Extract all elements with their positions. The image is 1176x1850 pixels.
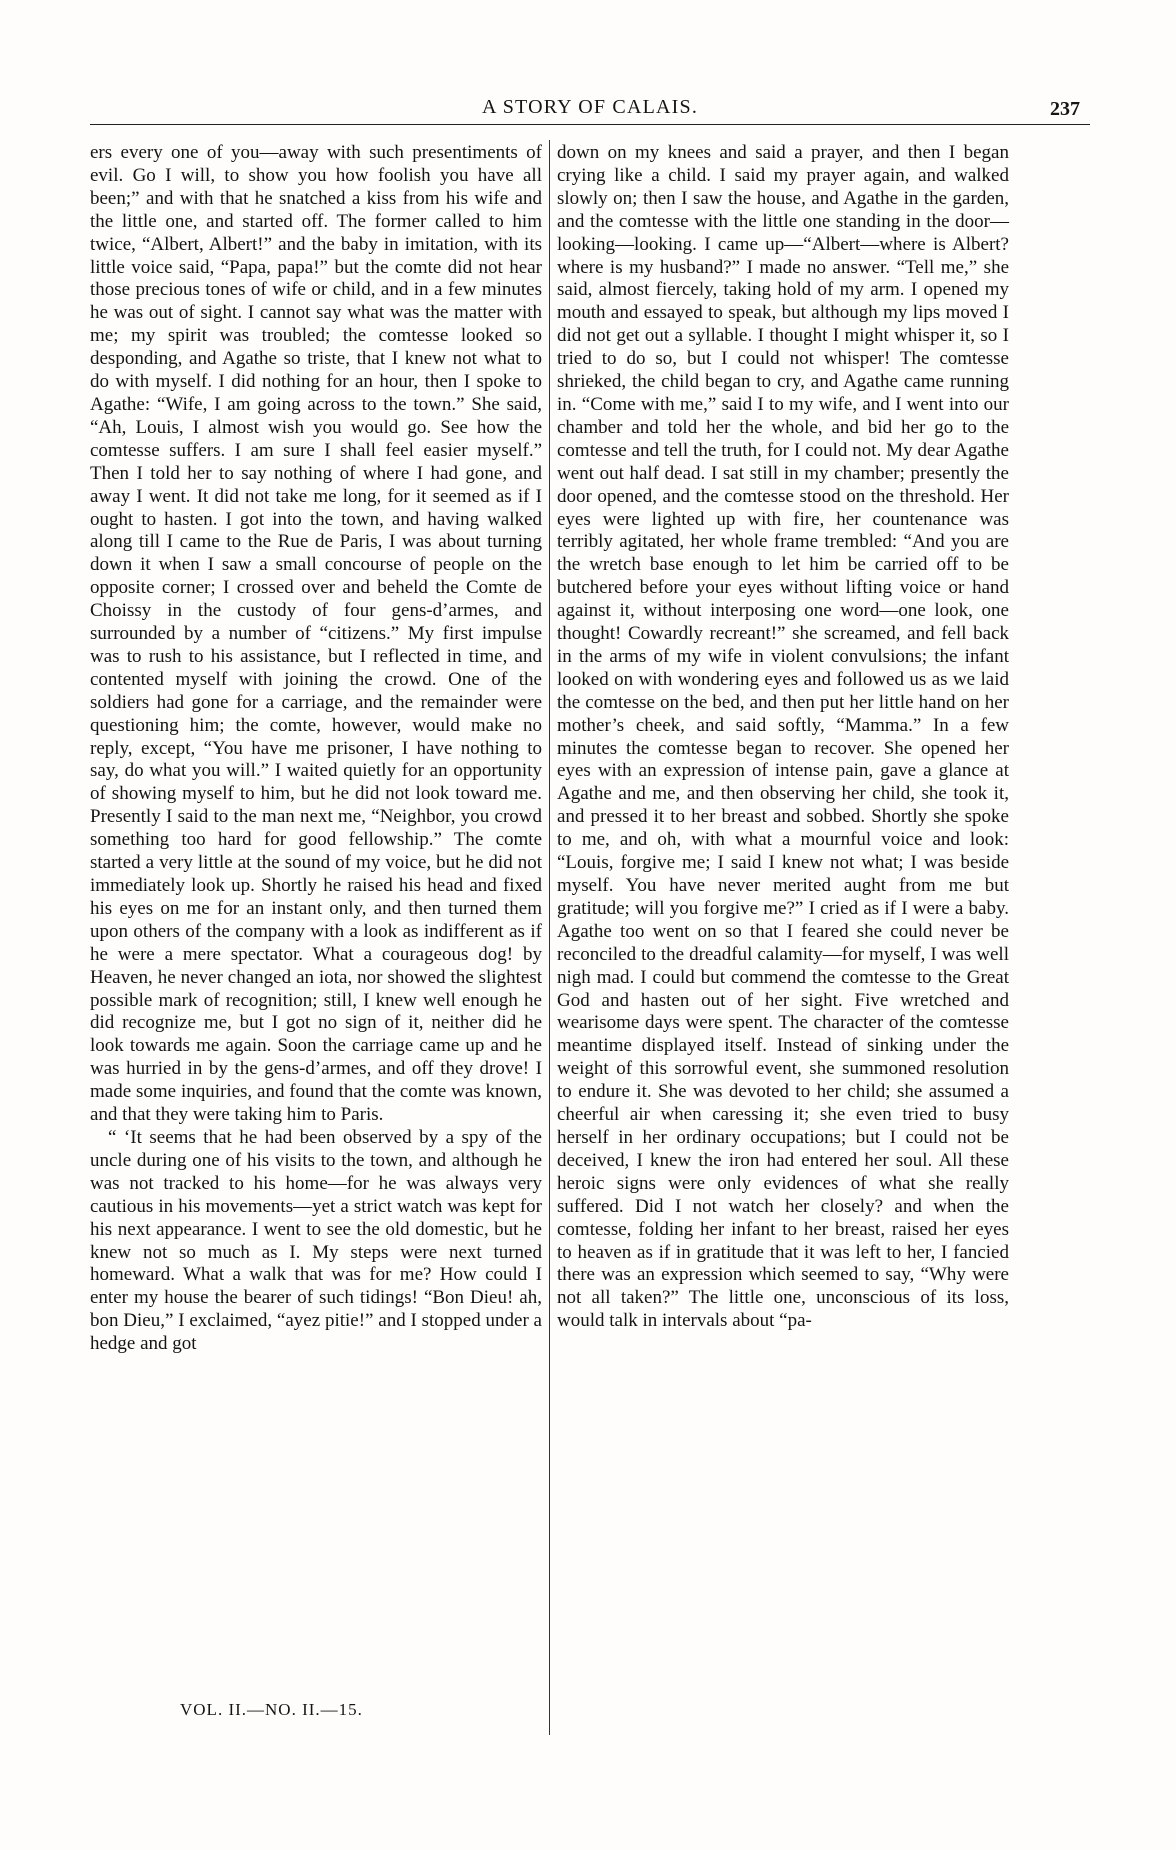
right-column: [557, 142, 1009, 1333]
right-paragraph-1: down on my knees and said a prayer, and then I began crying like a child. I said my prayer again, and walked slowly on; then I saw the house, and Agathe in the garden, and the comtesse with the little one standing in the door—looking—looking. I came up—“Albert—where is Albert? where is my husband?” I made no answer. “Tell me,” she said, almost fiercely, taking hold of my arm. I opened my mouth and essayed to speak, but although my lips moved I did not get out a syllable. I thought I might whisper it, so I tried to do so, but I could not whisper! The comtesse shrieked, the child began to cry, and Agathe came running in. “Come with me,” said I to my wife, and I went into our chamber and told her the whole, and bid her go to the comtesse and tell the truth, for I could not. My dear Agathe went out half dead. I sat still in my chamber; presently the door opened, and the comtesse stood on the threshold. Her eyes were lighted up with fire, her countenance was terribly agitated, her whole frame trembled: “And you are the wretch base enough to let him be carried off to be butchered before your eyes without lifting voice or hand against it, without interposing one word—one look, one thought! Cowardly recreant!” she screamed, and fell back in the arms of my wife in violent convulsions; the infant looked on with wondering eyes and followed us as we laid the comtesse on the bed, and then put her little hand on her mother’s cheek, and said softly, “Mamma.” In a few minutes the comtesse began to recover. She opened her eyes with an expression of intense pain, gave a glance at Agathe and me, and then observing her child, she took it, and pressed it to her breast and sobbed. Shortly she spoke to me, and oh, with what a mournful voice and look: “Louis, forgive me; I said I knew not what; I was beside myself. You have never merited aught from me but gratitude; will you forgive me?” I cried as if I were a baby. Agathe too went on so that I feared she could never be reconciled to the dreadful calamity—for myself, I was well nigh mad. I could but commend the comtesse to the Great God and hasten out of her sight. Five wretched and wearisome days were spent. The character of the comtesse meantime displayed itself. Instead of sinking under the weight of this sorrowful event, she summoned resolution to endure it. She was devoted to her child; she assumed a cheerful air when caressing it; she even tried to busy herself in her ordinary occupations; but I could not be deceived, I knew the iron had entered her soul. All these heroic signs were only evidences of what she really suffered. Did I not watch her closely? and when the comtesse, folding her infant to her breast, raised her eyes to heaven as if in gratitude that it was left to her, I fancied there was an expression which seemed to say, “Why were not all taken?” The little one, unconscious of its loss, would talk in intervals about “pa-: [557, 142, 1009, 1332]
running-title: A STORY OF CALAIS.: [481, 96, 699, 118]
header-rule: [90, 124, 1090, 125]
page-number: 237: [1050, 98, 1080, 120]
left-paragraph-2: “ ‘It seems that he had been observed by a spy of the uncle during one of his visits to the town, and although he was not tracked to his home—for he was always very cautious in his movements—yet a strict watch was kept for his next appearance. I went to see the old domestic, but he knew not so much as I. My steps were next turned homeward. What a walk that was for me? How could I enter my house the bearer of such tidings! “Bon Dieu! ah, bon Dieu,” I exclaimed, “ayez pitie!” and I stopped under a hedge and got: [90, 1126, 542, 1355]
running-header: [90, 96, 1090, 126]
left-paragraph-1: ers every one of you—away with such presentiments of evil. Go I will, to show you how foolish you have all been;” and with that he snatched a kiss from his wife and the little one, and started off. The former called to him twice, “Albert, Albert!” and the baby in imitation, with its little voice said, “Papa, papa!” but the comte did not hear those precious tones of wife or child, and in a few minutes he was out of sight. I cannot say what was the matter with me; my spirit was troubled; the comtesse looked so desponding, and Agathe so triste, that I knew not what to do with myself. I did nothing for an hour, then I spoke to Agathe: “Wife, I am going across to the town.” She said, “Ah, Louis, I almost wish you would go. See how the comtesse suffers. I am sure I shall feel easier myself.” Then I told her to say nothing of where I had gone, and away I went. It did not take me long, for it seemed as if I ought to hasten. I got into the town, and having walked along till I came to the Rue de Paris, I was about turning down it when I saw a small concourse of people on the opposite corner; I crossed over and beheld the Comte de Choissy in the custody of four gens-d’armes, and surrounded by a number of “citizens.” My first impulse was to rush to his assistance, but I reflected in time, and contented myself with joining the crowd. One of the soldiers had gone for a carriage, and the remainder were questioning him; the comte, however, would make no reply, except, “You have me prisoner, I have nothing to say, do what you will.” I waited quietly for an opportunity of showing myself to him, but he did not look toward me. Presently I said to the man next me, “Neighbor, you crowd something too hard for good fellowship.” The comte started a very little at the sound of my voice, but he did not immediately look up. Shortly he raised his head and fixed his eyes on me for an instant only, and then turned them upon others of the company with a look as indifferent as if he were a mere spectator. What a courageous dog! by Heaven, he never changed an iota, nor showed the slightest possible mark of recognition; still, I knew well enough he did recognize me, but I got no sign of it, neither did he look towards me again. Soon the carriage came up and he was hurried in by the gens-d’armes, and off they drove! I made some inquiries, and found that the comte was known, and that they were taking him to Paris.: [90, 142, 542, 1126]
signature-mark: VOL. II.—NO. II.—15.: [180, 1700, 363, 1719]
column-divider: [549, 140, 550, 1735]
left-column: [90, 142, 542, 1356]
